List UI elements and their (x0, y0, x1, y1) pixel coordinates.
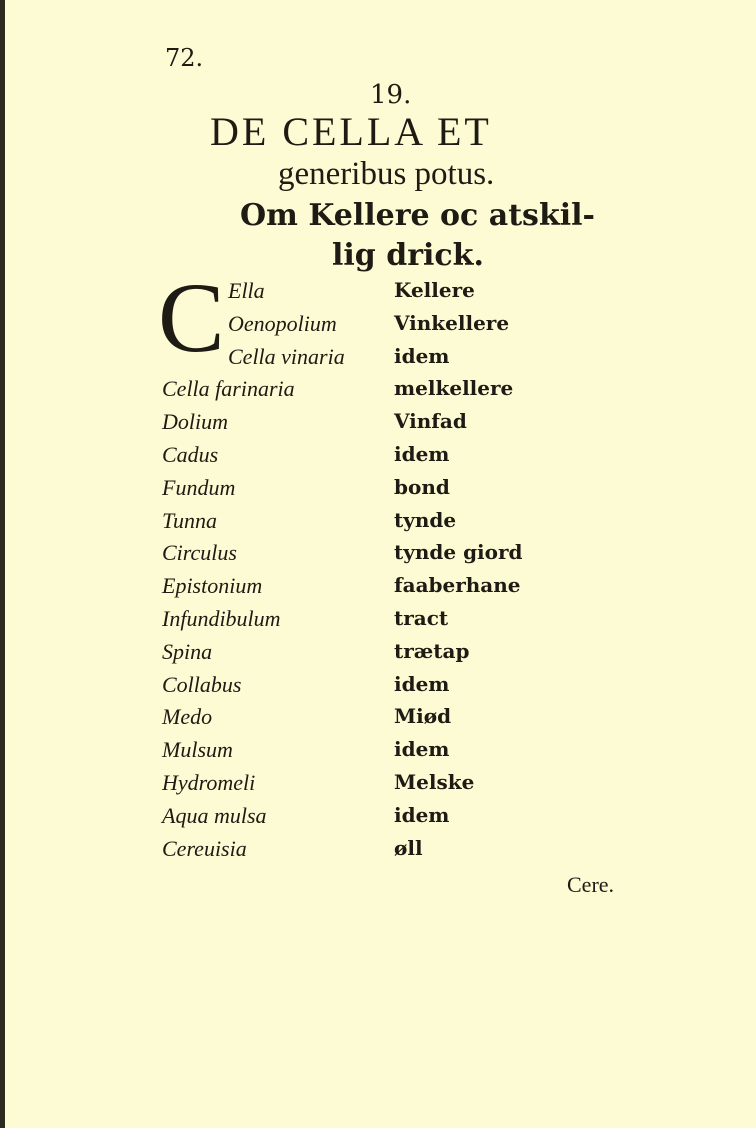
latin-term: Dolium (162, 409, 228, 435)
glossary-row (0, 672, 756, 705)
danish-term: trætap (394, 638, 470, 663)
latin-term: Cadus (162, 441, 219, 467)
danish-term: Vinkellere (394, 310, 510, 335)
glossary-row (0, 278, 756, 311)
glossary-row (0, 737, 756, 770)
latin-term: Oenopolium (228, 310, 337, 336)
danish-term: tract (394, 605, 449, 630)
glossary-row (0, 475, 756, 508)
latin-term: Hydromeli (162, 769, 256, 795)
danish-term: idem (394, 343, 450, 368)
page-number: 72. (165, 44, 204, 72)
chapter-title-danish (240, 196, 595, 276)
latin-term: Cella vinaria (228, 343, 345, 369)
danish-term: melkellere (394, 376, 514, 401)
latin-term: Medo (162, 704, 213, 730)
danish-term: Miød (394, 704, 452, 729)
danish-term: idem (394, 737, 450, 762)
latin-term: Collabus (162, 671, 242, 697)
chapter-number: 19. (370, 80, 412, 110)
glossary-row (0, 311, 756, 344)
scan-margin (0, 1128, 756, 1146)
chapter-subtitle-latin: generibus potus. (278, 156, 495, 192)
glossary-row (0, 442, 756, 475)
danish-term: øll (394, 835, 423, 860)
danish-term: faaberhane (394, 573, 521, 598)
latin-term: Fundum (162, 474, 236, 500)
catchword: Cere. (567, 872, 615, 897)
glossary-row (0, 344, 756, 377)
latin-term: Tunna (162, 507, 218, 533)
danish-term: bond (394, 474, 450, 499)
glossary-row (0, 573, 756, 606)
chapter-title-danish-line1: Om Kellere oc atskil- (240, 198, 595, 233)
glossary-row (0, 540, 756, 573)
latin-term: Epistonium (162, 573, 263, 599)
danish-term: Melske (394, 769, 475, 794)
chapter-title-danish-line2: lig drick. (332, 238, 484, 273)
latin-term: Aqua mulsa (162, 802, 267, 828)
latin-term: Ella (228, 278, 265, 303)
danish-term: tynde (394, 507, 457, 532)
glossary-row (0, 606, 756, 639)
glossary-row (0, 836, 756, 869)
latin-term: Infundibulum (162, 605, 281, 631)
glossary-row (0, 803, 756, 836)
danish-term: idem (394, 802, 450, 827)
glossary-row (0, 770, 756, 803)
latin-term: Cella farinaria (162, 376, 295, 402)
danish-term: idem (394, 441, 450, 466)
glossary-row (0, 508, 756, 541)
glossary-row (0, 639, 756, 672)
latin-term: Circulus (162, 540, 237, 566)
glossary-list (0, 278, 756, 868)
glossary-row (0, 409, 756, 442)
glossary-row (0, 376, 756, 409)
latin-term: Cereuisia (162, 835, 247, 861)
glossary-row (0, 704, 756, 737)
latin-term: Mulsum (162, 737, 233, 763)
drop-cap: C (158, 262, 225, 373)
latin-term: Spina (162, 638, 213, 664)
danish-term: Kellere (394, 278, 475, 302)
danish-term: Vinfad (394, 409, 467, 434)
danish-term: tynde giord (394, 540, 523, 565)
chapter-title-latin: DE CELLA ET (210, 109, 492, 154)
danish-term: idem (394, 671, 450, 696)
